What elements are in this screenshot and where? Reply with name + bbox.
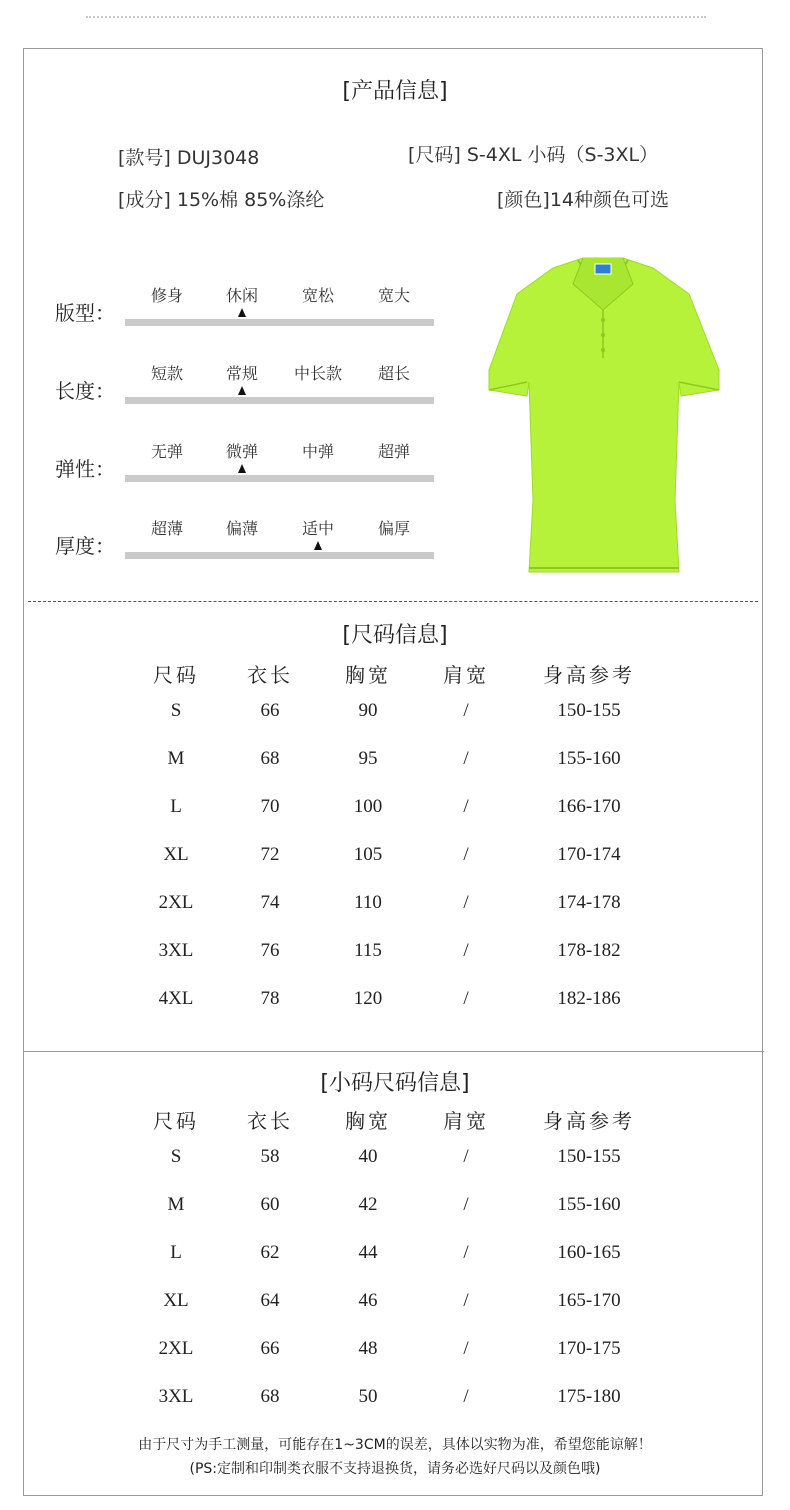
table-cell: S	[170, 1146, 182, 1167]
table-header-cell: 身高参考	[543, 1109, 635, 1133]
table-cell: 58	[260, 1146, 280, 1167]
table-cell: 95	[358, 748, 378, 769]
table-cell: /	[463, 892, 469, 913]
table-cell: 42	[358, 1194, 378, 1215]
attribute-option: 修身	[150, 286, 183, 305]
table-cell: L	[170, 1242, 182, 1263]
table-cell: 170-175	[557, 1338, 621, 1359]
table-cell: /	[463, 1290, 469, 1311]
small-size-info-title: [小码尺码信息]	[320, 1071, 470, 1096]
custom-order-note: (PS:定制和印制类衣服不支持退换货，请务必选好尺码以及颜色哦)	[189, 1461, 601, 1477]
product-info-title: [产品信息]	[342, 79, 448, 104]
table-cell: /	[463, 1242, 469, 1263]
table-cell: 90	[358, 700, 378, 721]
table-cell: 4XL	[158, 988, 194, 1009]
attribute-option: 宽松	[301, 286, 334, 305]
attribute-option: 偏厚	[377, 519, 410, 538]
attribute-label: 长度：	[55, 379, 115, 403]
attribute-option: 超长	[377, 364, 410, 383]
attribute-scale-bar	[125, 319, 434, 326]
table-cell: 68	[260, 748, 280, 769]
table-cell: 78	[260, 988, 280, 1009]
table-cell: 50	[358, 1386, 378, 1407]
table-cell: 62	[260, 1242, 280, 1263]
measurement-note: 由于尺寸为手工测量，可能存在1~3CM的误差，具体以实物为准，希望您能谅解！	[138, 1437, 652, 1453]
table-header-cell: 胸宽	[345, 663, 391, 687]
attribute-option: 超弹	[377, 442, 410, 461]
size-info-title: [尺码信息]	[342, 623, 448, 648]
table-cell: 115	[354, 940, 382, 961]
table-cell: 76	[260, 940, 280, 961]
table-cell: 40	[358, 1146, 378, 1167]
table-header-cell: 肩宽	[443, 1109, 489, 1133]
attribute-option: 短款	[150, 364, 183, 383]
table-cell: S	[170, 700, 182, 721]
section-divider-solid	[24, 1051, 764, 1052]
table-cell: 160-165	[557, 1242, 621, 1263]
table-cell: 60	[260, 1194, 280, 1215]
attribute-option: 微弹	[225, 442, 258, 461]
table-cell: /	[463, 1338, 469, 1359]
attribute-option: 无弹	[150, 442, 183, 461]
table-cell: 64	[260, 1290, 280, 1311]
table-header-cell: 尺码	[153, 663, 199, 687]
selected-pointer-icon	[238, 464, 246, 473]
table-cell: /	[463, 988, 469, 1009]
table-cell: 105	[353, 844, 383, 865]
style-number: [款号] DUJ3048	[118, 147, 260, 169]
attribute-option: 中弹	[301, 442, 334, 461]
selected-pointer-icon	[314, 541, 322, 550]
fabric-composition: [成分] 15%棉 85%涤纶	[118, 189, 325, 211]
table-cell: 175-180	[557, 1386, 621, 1407]
table-header-cell: 尺码	[153, 1109, 199, 1133]
table-cell: 178-182	[557, 940, 621, 961]
table-cell: 70	[260, 796, 280, 817]
color-options: [颜色]14种颜色可选	[497, 189, 670, 211]
table-cell: 174-178	[557, 892, 621, 913]
table-cell: 72	[260, 844, 280, 865]
table-cell: XL	[163, 1290, 189, 1311]
attribute-label: 版型：	[55, 301, 115, 325]
table-cell: /	[463, 796, 469, 817]
table-header-cell: 肩宽	[443, 663, 489, 687]
top-dotted-divider	[86, 16, 706, 18]
attribute-option: 常规	[225, 364, 258, 383]
attribute-option: 超薄	[150, 519, 183, 538]
attribute-label: 弹性：	[55, 457, 115, 481]
section-divider-dashed	[28, 601, 758, 602]
attribute-option: 偏薄	[225, 519, 258, 538]
table-cell: 170-174	[557, 844, 621, 865]
table-header-cell: 衣长	[247, 663, 293, 687]
table-cell: 2XL	[158, 1338, 194, 1359]
table-cell: 2XL	[158, 892, 194, 913]
attribute-label: 厚度：	[55, 534, 115, 558]
table-cell: 48	[358, 1338, 378, 1359]
table-cell: 150-155	[557, 1146, 621, 1167]
table-header-cell: 胸宽	[345, 1109, 391, 1133]
table-cell: /	[463, 748, 469, 769]
table-cell: /	[463, 844, 469, 865]
table-cell: 66	[260, 1338, 280, 1359]
table-header-cell: 身高参考	[543, 663, 635, 687]
table-cell: L	[170, 796, 182, 817]
attribute-option: 适中	[301, 519, 334, 538]
table-cell: /	[463, 1386, 469, 1407]
size-range: [尺码] S-4XL 小码（S-3XL）	[408, 144, 659, 166]
table-cell: 155-160	[557, 748, 621, 769]
attribute-option: 中长款	[293, 364, 342, 383]
polo-shirt-image	[483, 250, 723, 580]
table-cell: /	[463, 1146, 469, 1167]
table-cell: 3XL	[158, 1386, 194, 1407]
table-cell: M	[167, 748, 185, 769]
table-cell: 66	[260, 700, 280, 721]
table-cell: 68	[260, 1386, 280, 1407]
attribute-scale-bar	[125, 475, 434, 482]
attribute-option: 休闲	[225, 286, 258, 305]
table-cell: 155-160	[557, 1194, 621, 1215]
attribute-scale-bar	[125, 552, 434, 559]
table-cell: 182-186	[557, 988, 621, 1009]
table-cell: /	[463, 700, 469, 721]
table-cell: 150-155	[557, 700, 621, 721]
attribute-scale-bar	[125, 397, 434, 404]
table-cell: 100	[353, 796, 383, 817]
table-header-cell: 衣长	[247, 1109, 293, 1133]
table-cell: XL	[163, 844, 189, 865]
attribute-option: 宽大	[377, 286, 410, 305]
table-cell: /	[463, 940, 469, 961]
table-cell: 165-170	[557, 1290, 621, 1311]
selected-pointer-icon	[238, 386, 246, 395]
table-cell: 166-170	[557, 796, 621, 817]
selected-pointer-icon	[238, 308, 246, 317]
table-cell: /	[463, 1194, 469, 1215]
table-cell: 44	[358, 1242, 378, 1263]
table-cell: M	[167, 1194, 185, 1215]
table-cell: 120	[353, 988, 383, 1009]
table-cell: 46	[358, 1290, 378, 1311]
table-cell: 110	[354, 892, 382, 913]
table-cell: 3XL	[158, 940, 194, 961]
table-cell: 74	[260, 892, 280, 913]
